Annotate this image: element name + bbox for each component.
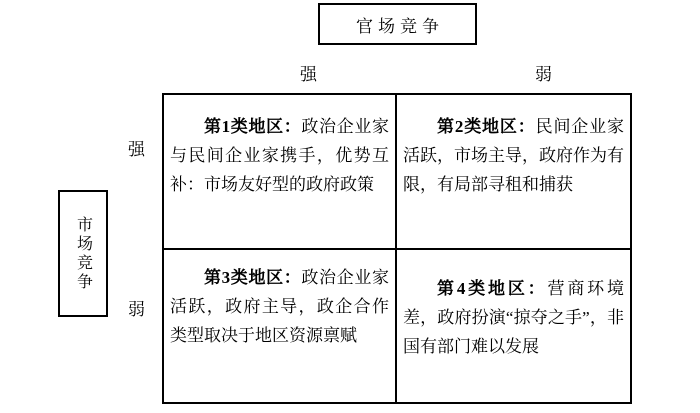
quadrant-4-description: 营商环境差，政府扮演“掠夺之手”，非国有部门难以发展 — [403, 279, 624, 356]
quadrant-1-description: 政治企业家与民间企业家携手，优势互补：市场友好型的政府政策 — [170, 117, 390, 194]
quadrant-3-label: 第3类地区： — [204, 268, 302, 287]
quadrant-3-text — [170, 263, 389, 350]
column-header-strong: 强 — [300, 65, 317, 84]
quadrant-2-label: 第2类地区： — [437, 117, 536, 136]
left-axis-title: 市场竞争 — [74, 215, 92, 292]
column-header-weak: 弱 — [535, 65, 552, 84]
left-axis-title-box — [58, 190, 108, 317]
quadrant-3-description: 政治企业家活跃，政府主导，政企合作类型取决于地区资源禀赋 — [170, 268, 390, 345]
quadrant-4-text — [403, 274, 624, 361]
quadrant-1-text — [170, 112, 389, 199]
quadrant-1-label: 第1类地区： — [204, 117, 302, 136]
top-axis-title-box — [318, 3, 477, 45]
quadrant-2-cell — [397, 95, 630, 250]
top-axis-title: 官场竞争 — [356, 16, 444, 36]
quadrant-1-cell — [164, 95, 397, 250]
quadrant-4-cell — [397, 250, 630, 402]
quadrant-4-label: 第4类地区： — [437, 279, 548, 298]
quadrant-3-cell — [164, 250, 397, 402]
quadrant-2-text — [403, 112, 624, 199]
matrix-grid — [162, 93, 632, 404]
quadrant-2-description: 民间企业家活跃，市场主导，政府作为有限，有局部寻租和捕获 — [403, 117, 625, 194]
row-label-weak: 弱 — [128, 300, 145, 319]
row-label-strong: 强 — [128, 140, 145, 159]
